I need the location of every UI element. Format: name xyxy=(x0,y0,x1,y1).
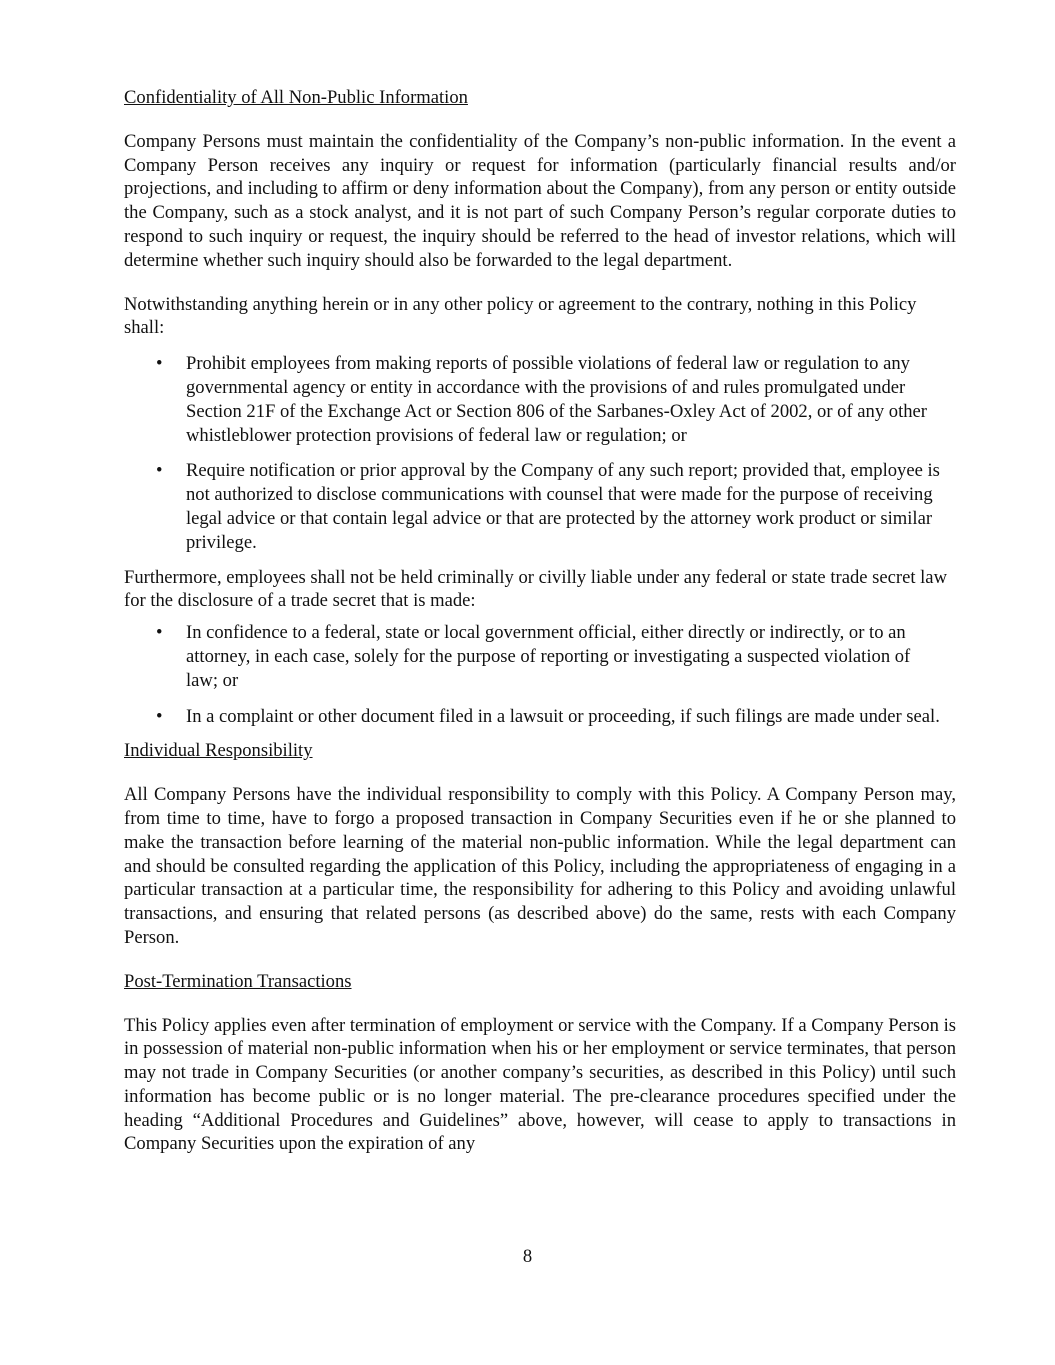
list-item xyxy=(124,459,956,554)
paragraph-confidentiality: Company Persons must maintain the confidentiality of the Company’s non-public information. In the event a Company Person receives any inquiry or request for information (particularly financial results and/or projections, and including to affirm or deny information about the Company), from any person or entity outside the Company, such as a stock analyst, and it is not part of such Company Person’s regular corporate duties to respond to such inquiry or request, the inquiry should be referred to the head of investor relations, which will determine whether such inquiry should also be forwarded to the legal department. xyxy=(124,130,956,271)
paragraph-notwithstanding: Notwithstanding anything herein or in any other policy or agreement to the contrary, nothing in this Policy shall: xyxy=(124,293,917,339)
bullet-list-trade-secret xyxy=(124,621,956,728)
list-item xyxy=(124,352,956,447)
paragraph-post-termination: This Policy applies even after termination of employment or service with the Company. If a Company Person is in possession of material non-public information when his or her employment or service terminates, that person may not trade in Company Securities (or another company’s securities, as described in this Policy) until such information has become public or is no longer material. The pre-clearance procedures specified under the heading “Additional Procedures and Guidelines” above, however, will cease to apply to transactions in Company Securities upon the expiration of any xyxy=(124,1014,956,1155)
section-heading-post-termination: Post-Termination Transactions xyxy=(124,970,352,992)
page-number: 8 xyxy=(522,1246,533,1267)
section-heading-confidentiality: Confidentiality of All Non-Public Information xyxy=(124,87,468,108)
document-page xyxy=(124,86,956,1156)
paragraph-furthermore: Furthermore, employees shall not be held criminally or civilly liable under any federal or state trade secret law for the disclosure of a trade secret that is made: xyxy=(124,566,947,612)
list-item xyxy=(124,705,956,729)
bullet-icon: • xyxy=(156,353,163,375)
bullet-icon: • xyxy=(156,705,163,727)
paragraph-individual-responsibility: All Company Persons have the individual responsibility to comply with this Policy. A Company Person may, from time to time, have to forgo a proposed transaction in Company Securities even if he or she planned to make the transaction before learning of the material non-public information. While the legal department can and should be consulted regarding the application of this Policy, including the appropriateness of engaging in a particular transaction at a particular time, the responsibility for adhering to this Policy and avoiding unlawful transactions, and ensuring that related persons (as described above) do the same, rests with each Company Person. xyxy=(124,784,956,948)
list-item-text: In confidence to a federal, state or local government official, either directly or indirectly, or to an attorney, in each case, solely for the purpose of reporting or investigating a suspected violation of law; or xyxy=(186,622,911,691)
section-heading-individual-responsibility: Individual Responsibility xyxy=(124,740,313,762)
bullet-icon: • xyxy=(156,460,163,482)
list-item-text: Require notification or prior approval by the Company of any such report; provided that, employee is not authorized to disclose communications with counsel that were made for the purpose of receiving legal advice or that contain legal advice or that are protected by the attorney work product or similar privilege. xyxy=(186,460,940,553)
list-item xyxy=(124,621,956,692)
bullet-list-protections xyxy=(124,352,956,554)
list-item-text: In a complaint or other document filed in a lawsuit or proceeding, if such filings are made under seal. xyxy=(186,705,940,727)
list-item-text: Prohibit employees from making reports of possible violations of federal law or regulation to any governmental agency or entity in accordance with the provisions of and rules promulgated under Section 21F of the Exchange Act or Section 806 of the Sarbanes-Oxley Act of 2002, or of any other whistleblower protection provisions of federal law or regulation; or xyxy=(186,353,927,446)
bullet-icon: • xyxy=(156,622,163,644)
